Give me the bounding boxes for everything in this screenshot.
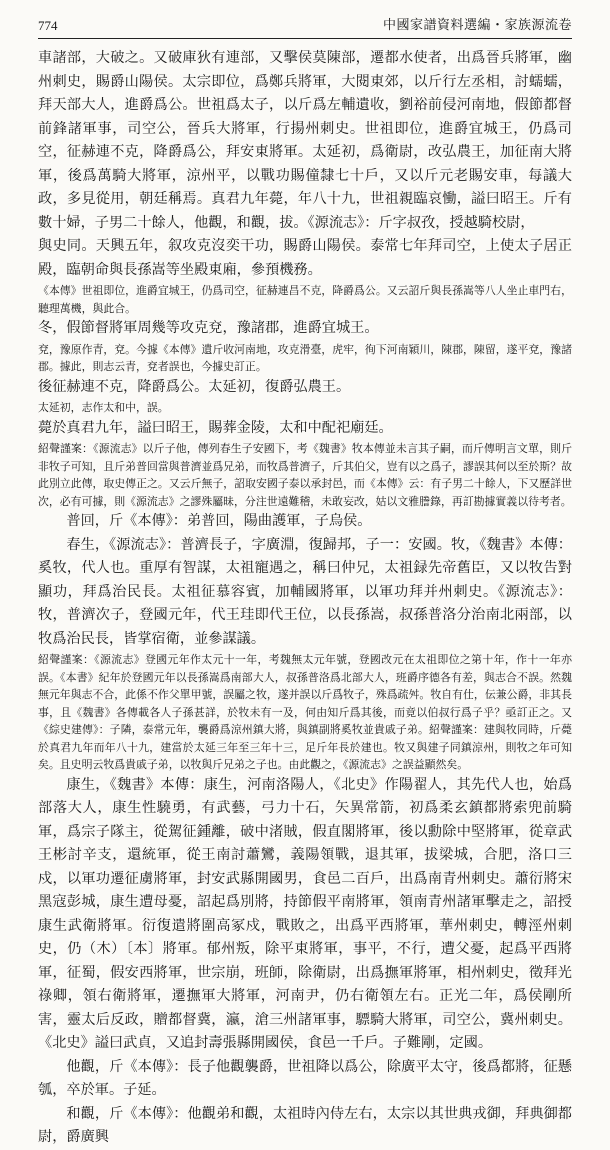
paragraph: 康生，《魏書》本傳：康生，河南洛陽人，《北史》作陽翟人，其先代人也，始爲部落大人，康生性驍勇，有武藝，弓力十石，矢異常箭，初爲柔玄鎮都將索兜前騎軍，爲宗子隊主，從駕征鍾離，破中渚賊，假直閣將軍，後以勳除中堅將軍，從章武王彬討辛支，還統軍，從王南討蕭鸞，義陽領戰，退其軍，拔梁城，合肥，洛口三戍，以軍功遷征虜將軍，封安武縣開國男，食邑二百戶，出爲南青州刺史。蕭衍將宋黑寇彭城，康生遭母憂，詔起爲別將，持節假平南將軍，領南青州諸軍擊走之，詔授康生武衛將軍。衍復遣將圍高冢戍，戰敗之，出爲平西將軍，華州刺史，轉涇州刺史，仍（木）〔本〕將軍。郁州叛，除平東將軍，事平，不行，遭父憂，起爲平西將軍，征蜀，假安西將軍，世宗崩，班師，除衛尉，出爲撫軍將軍，相州刺史，徵拜光祿卿，領右衛將軍，遷撫軍大將軍，河南尹，仍右衛領左右。正光二年，爲侯剛所害，靈太后反政，贈都督冀，瀛，滄三州諸軍事，驃騎大將軍，司空公，冀州刺史。《北史》謚曰武貞，又追封壽張縣開國侯，食邑一千戶。子難剛，定國。	[38, 776, 572, 1051]
annotation-note: 太延初，志作太和中，誤。	[38, 401, 169, 414]
paragraph: 和觀，斤《本傳》：他觀弟和觀，太祖時內侍左右，太宗以其世典戎御，拜典御都尉，爵廣興	[38, 1105, 572, 1145]
paragraph: 冬，假節督將軍周幾等攻克兗，豫諸郡，進爵宜城王。	[38, 320, 379, 336]
paragraph: 後征赫連不克，降爵爲公。太延初，復爵弘農王。	[38, 378, 351, 395]
paragraph: 與史同。天興五年，叙攻克沒奕干功，賜爵山陽侯。泰常七年拜司空，上使太子居正殿，臨朝命與長孫嵩等坐殿東廂，參預機務。	[38, 238, 572, 278]
page-header	[38, 18, 572, 39]
annotation-note: 《本傳》世祖即位，進爵宜城王，仍爲司空，征赫連昌不克，降爵爲公。又云詔斤與長孫嵩等八人坐止車門右，聽理萬機，與此合。	[38, 284, 572, 315]
paragraph: 他觀，斤《本傳》：長子他觀襲爵，世祖降以爲公，除廣平太守，後爲都將，征懸瓠，卒於軍。子延。	[38, 1058, 572, 1098]
paragraph: 薨於真君九年，謚曰昭王，賜葬金陵，太和中配祀廟廷。	[38, 419, 393, 436]
body-text	[38, 47, 572, 1150]
annotation-note: 紹聲謹案：《源流志》登國元年作太元十一年，考魏無太元年號，登國改元在太祖即位之第十年，作十一年亦誤。《本書》紀年於登國元年以長孫嵩爲南部大人，叔孫普洛爲北部大人，班爵序德各有差，與志合不誤。然魏無元年與志不合，此係不作父單甲號，誤屬之牧，遂并誤以斤爲牧子，殊爲疏舛。牧自有仕，伝兼公爵，非其長事，且《魏書》各傳載各人子孫甚詳，於牧未有一及，何由知斤爲其後，而竟以伯叔行爲子乎？亟訂正之。又《綜史建傳》：子隣，泰常元年，襲爵爲涼州鎮大將，與鎮副將奚牧並貴戚子弟。紹聲謹案：建與牧同時，斤薨於真君九年而年八十九，建當於太延三年至三年十三，足斤年長於建也。牧又與建子同鎮涼州，則牧之年可知矣。且史明云牧爲貴戚子弟，以牧與斤兄弟之子也。由此觀之，《源流志》之誤益顯然矣。	[38, 653, 572, 771]
paragraph: 車諸部，大破之。又破庫狄有連部，又擊侯莫陳部，遷都水使者，出爲晉兵將軍，幽州刺史，賜爵山陽侯。太宗即位，爲鄭兵將軍，大閱東郊，以斤行左丞相，討蠕蠕，拜天部大人，進爵爲公。世祖爲太子，以斤爲左輔遺收，劉裕前侵河南地，假節都督前鋒諸軍事，司空公，晉兵大將軍，行揚州刺史。世祖即位，進爵宜城王，仍爲司空，征赫連不克，降爵爲公，拜安東將軍。太延初，爲衛尉，改弘農王，加征南大將軍，後爲萬騎大將軍，涼州平，以戰功賜僮隸七十戶，又以斤元老賜安車，每議大政，多見從用，朝廷稱焉。真君九年薨，年八十九，世祖親臨哀慟，謚曰昭王。斤有數十婦，子男二十餘人，他觀，和觀，拔。《源流志》：斤字叔孜，授越騎校尉，	[38, 50, 572, 231]
page-number: 774	[38, 18, 58, 33]
paragraph: 普回，斤《本傳》：弟普回，陽曲護軍，子烏侯。	[66, 513, 372, 529]
annotation-note: 兗，豫原作青，兗。今據《本傳》遺斤收河南地，攻克滑臺，虎牢，徇下河南穎川，陳郡，陳留，遂平兗，豫諸郡。據此，則志云青，兗者誤也，今據史訂正。	[38, 342, 572, 373]
paragraph: 春生，《源流志》：普濟長子，字廣淵，復歸邦，子一：安國。牧，《魏書》本傳：奚牧，代人也。重厚有智謀，太祖寵遇之，稱曰仲兄，太祖録先帝舊臣，又以牧告對顯功，拜爲治民長。太祖征慕容賓，加輔國將軍，以軍功拜并州刺史。《源流志》：牧，普濟次子，登國元年，代王珪即代王位，以長孫嵩，叔孫普洛分治南北兩部，以牧爲治民長，皆掌宿衛，並參謀議。	[38, 536, 572, 647]
annotation-note: 紹聲謹案：《源流志》以斤子他，傳列春生子安國下，考《魏書》牧本傳並未言其子嗣，而斤傳明言文單，則斤非牧子可知，且斤弟普回當與普濟並爲兄弟，而牧爲普濟子，斤其伯父，豈有以之爲子，謬誤其何以至於斯？故此別立此傳，取史傳正之。又云斤無子，詔取安國子泰以承封邑，而《本傳》云：有子男二十餘人，下又歷詳世次，必有可據，則《源流志》之謬殊屬昧，分注世遠難稽，未敢妄改，姑以文雅謄錄，再訂勘據實義以待考者。	[38, 442, 572, 508]
running-head: 中國家譜資料選編・家族源流卷	[382, 18, 572, 33]
